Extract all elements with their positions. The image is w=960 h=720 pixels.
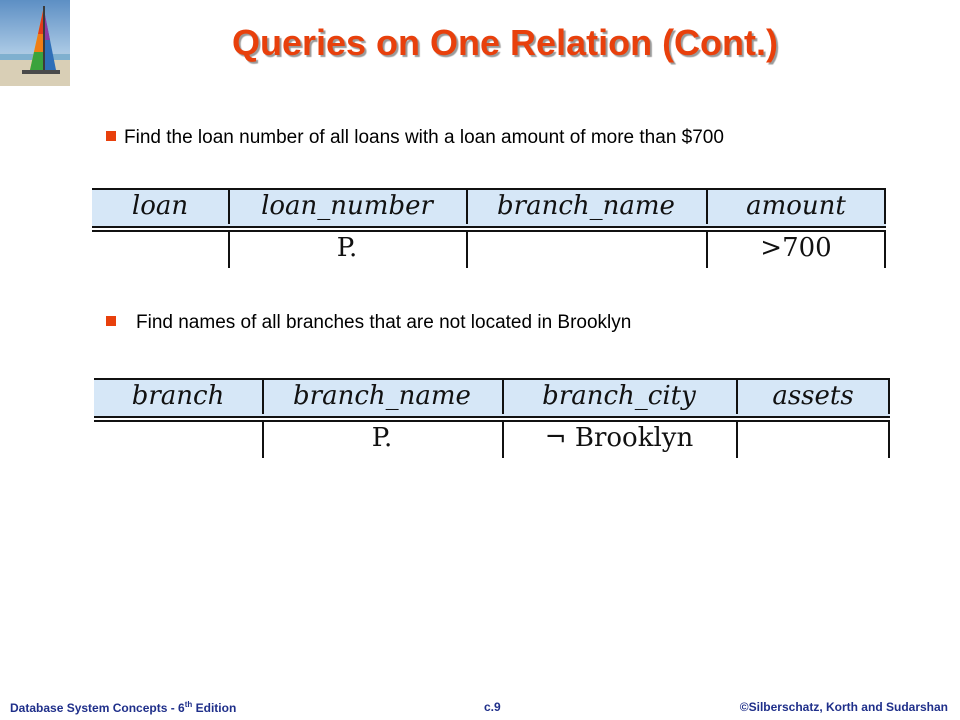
divider bbox=[736, 378, 738, 414]
slide-title: Queries on One Relation (Cont.) bbox=[231, 22, 779, 63]
divider bbox=[262, 422, 264, 458]
bullet-text-1: Find the loan number of all loans with a loan amount of more than $700 bbox=[124, 127, 724, 148]
table-cell: P. bbox=[336, 233, 358, 263]
divider bbox=[884, 232, 886, 268]
table-cell bbox=[736, 422, 890, 458]
relation-name-cell: loan bbox=[131, 191, 189, 221]
divider bbox=[884, 188, 886, 224]
table-cell bbox=[466, 232, 706, 268]
bullet-item-2 bbox=[106, 312, 631, 334]
footer-slide-number: c.9 bbox=[484, 700, 501, 714]
divider bbox=[888, 422, 890, 458]
table-cell bbox=[92, 232, 228, 268]
divider bbox=[262, 378, 264, 414]
column-header: branch_name bbox=[497, 191, 675, 221]
divider bbox=[502, 422, 504, 458]
table-cell bbox=[94, 422, 262, 458]
divider bbox=[706, 232, 708, 268]
divider bbox=[466, 232, 468, 268]
divider bbox=[228, 232, 230, 268]
divider bbox=[502, 378, 504, 414]
table-cell: P. bbox=[371, 423, 393, 453]
divider bbox=[888, 378, 890, 414]
bullet-text-2: Find names of all branches that are not located in Brooklyn bbox=[136, 312, 632, 333]
divider bbox=[466, 188, 468, 224]
footer-text: Database System Concepts - 6 bbox=[10, 701, 185, 715]
column-header: assets bbox=[772, 381, 854, 411]
column-header: amount bbox=[746, 191, 846, 221]
relation-name-cell: branch bbox=[131, 381, 225, 411]
footer-book-title bbox=[10, 700, 236, 715]
bullet-square-icon bbox=[106, 131, 116, 141]
loan-skeleton-table bbox=[92, 188, 886, 268]
column-header: branch_name bbox=[293, 381, 471, 411]
bullet-square-icon bbox=[106, 316, 116, 326]
divider bbox=[706, 188, 708, 224]
bullet-item-1 bbox=[106, 127, 724, 149]
divider bbox=[228, 188, 230, 224]
table-cell: >700 bbox=[760, 233, 832, 263]
column-header: branch_city bbox=[542, 381, 696, 411]
footer-sup: th bbox=[184, 700, 193, 709]
divider bbox=[736, 422, 738, 458]
footer-copyright: ©Silberschatz, Korth and Sudarshan bbox=[739, 700, 948, 714]
table-cell: ¬ Brooklyn bbox=[544, 423, 694, 453]
column-header: loan_number bbox=[261, 191, 433, 221]
footer-text: Edition bbox=[192, 701, 237, 715]
branch-skeleton-table bbox=[94, 378, 890, 458]
